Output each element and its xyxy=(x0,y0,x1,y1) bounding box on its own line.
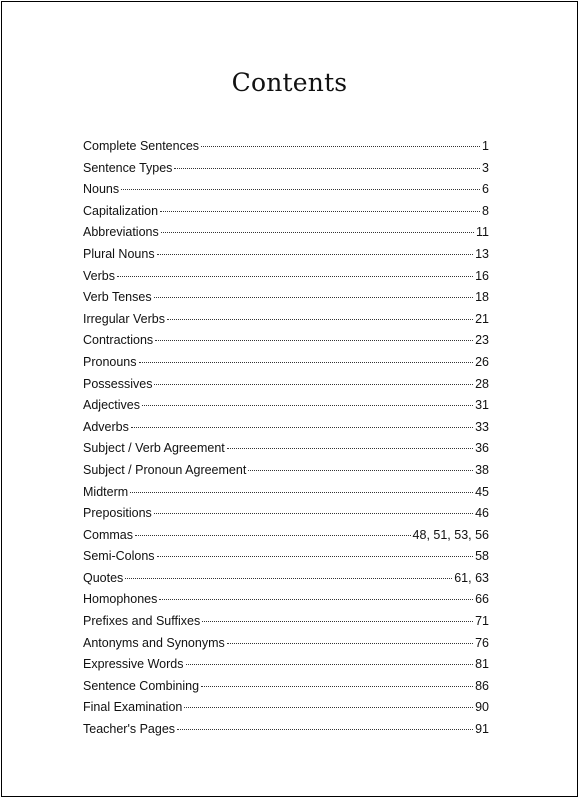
dot-leader xyxy=(121,189,480,190)
toc-entry xyxy=(83,611,489,633)
toc-entry-page: 1 xyxy=(482,139,489,153)
toc-entry xyxy=(83,589,489,611)
toc-entry-label: Capitalization xyxy=(83,203,159,218)
toc-entry xyxy=(83,568,489,590)
toc-entry xyxy=(83,546,489,568)
toc-entry-page: 76 xyxy=(475,635,489,650)
dot-leader xyxy=(184,707,473,708)
dot-leader xyxy=(142,405,473,406)
dot-leader xyxy=(130,492,473,493)
toc-entry-page: 66 xyxy=(475,592,489,607)
dot-leader xyxy=(160,211,480,212)
dot-leader xyxy=(131,427,473,428)
toc-entry xyxy=(83,460,489,482)
toc-entry xyxy=(83,266,489,288)
toc-entry-page: 21 xyxy=(475,311,489,326)
toc-entry-page: 91 xyxy=(475,722,489,737)
toc-entry xyxy=(83,482,489,504)
toc-entry xyxy=(83,719,489,741)
toc-entry-label: Plural Nouns xyxy=(83,246,155,261)
toc-entry-label: Expressive Words xyxy=(83,657,184,672)
toc-entry-label: Semi-Colons xyxy=(83,549,155,564)
toc-entry xyxy=(83,374,489,396)
toc-entry-page: 90 xyxy=(475,700,489,715)
toc-entry xyxy=(83,503,489,525)
toc-entry-page: 6 xyxy=(482,182,489,197)
dot-leader xyxy=(139,362,474,363)
toc-entry xyxy=(83,352,489,374)
toc-entry-page: 45 xyxy=(475,484,489,499)
dot-leader xyxy=(201,146,480,147)
page-title: Contents xyxy=(231,68,348,97)
toc-entry-label: Complete Sentences xyxy=(83,139,200,153)
toc-entry xyxy=(83,654,489,676)
toc-entry-page: 81 xyxy=(475,657,489,672)
toc-entry xyxy=(83,676,489,698)
toc-entry-page: 36 xyxy=(475,441,489,456)
dot-leader xyxy=(248,470,473,471)
toc-entry xyxy=(83,330,489,352)
toc-entry-label: Subject / Pronoun Agreement xyxy=(83,462,247,477)
toc-entry-label: Homophones xyxy=(83,592,158,607)
toc-entry xyxy=(83,201,489,223)
dot-leader xyxy=(117,276,473,277)
dot-leader xyxy=(154,384,473,385)
toc-entry-label: Antonyms and Synonyms xyxy=(83,635,225,650)
toc-entry-label: Teacher's Pages xyxy=(83,722,176,737)
toc-entry-label: Final Examination xyxy=(83,700,183,715)
toc-entry-page: 71 xyxy=(475,614,489,629)
dot-leader xyxy=(186,664,474,665)
toc-entry-page: 13 xyxy=(475,246,489,261)
toc-entry-page: 28 xyxy=(475,376,489,391)
dot-leader xyxy=(167,319,473,320)
toc-entry-page: 86 xyxy=(475,678,489,693)
toc-entry-label: Commas xyxy=(83,527,134,542)
toc-entry-label: Sentence Combining xyxy=(83,678,200,693)
dot-leader xyxy=(177,729,473,730)
toc-entry xyxy=(83,417,489,439)
toc-entry-label: Prefixes and Suffixes xyxy=(83,614,201,629)
toc-entry-label: Quotes xyxy=(83,570,124,585)
dot-leader xyxy=(135,535,411,536)
dot-leader xyxy=(202,621,473,622)
toc-entry xyxy=(83,136,489,158)
toc-entry xyxy=(83,309,489,331)
document-page xyxy=(1,1,578,797)
toc-entry-page: 8 xyxy=(482,203,489,218)
toc-entry xyxy=(83,395,489,417)
toc-entry xyxy=(83,222,489,244)
dot-leader xyxy=(227,643,473,644)
toc-entry xyxy=(83,525,489,547)
dot-leader xyxy=(154,297,474,298)
toc-entry-page: 48, 51, 53, 56 xyxy=(412,527,489,542)
toc-entry-page: 16 xyxy=(475,268,489,283)
toc-entry-label: Prepositions xyxy=(83,506,152,521)
toc-entry-label: Possessives xyxy=(83,376,153,391)
toc-entry xyxy=(83,633,489,655)
dot-leader xyxy=(155,340,473,341)
toc-entry-label: Irregular Verbs xyxy=(83,311,165,326)
toc-entry xyxy=(83,438,489,460)
toc-entry-label: Sentence Types xyxy=(83,160,173,175)
dot-leader xyxy=(201,686,473,687)
toc-entry-label: Abbreviations xyxy=(83,225,159,240)
dot-leader xyxy=(159,599,473,600)
toc-entry-label: Verbs xyxy=(83,268,115,283)
toc-entry-label: Contractions xyxy=(83,333,154,348)
dot-leader xyxy=(161,232,474,233)
toc-entry-page: 46 xyxy=(475,506,489,521)
toc-entry-page: 3 xyxy=(482,160,489,175)
toc-entry-page: 33 xyxy=(475,419,489,434)
toc-entry xyxy=(83,697,489,719)
dot-leader xyxy=(125,578,452,579)
dot-leader xyxy=(157,556,474,557)
dot-leader xyxy=(157,254,474,255)
toc-entry-page: 38 xyxy=(475,462,489,477)
toc-entry-label: Pronouns xyxy=(83,354,137,369)
dot-leader xyxy=(227,448,473,449)
toc-entry-page: 11 xyxy=(476,225,489,240)
toc-entry xyxy=(83,287,489,309)
dot-leader xyxy=(174,168,480,169)
toc-entry xyxy=(83,179,489,201)
toc-entry-page: 18 xyxy=(475,290,489,305)
toc-entry-page: 26 xyxy=(475,354,489,369)
toc-entry-page: 61, 63 xyxy=(454,570,489,585)
toc-entry-label: Adverbs xyxy=(83,419,129,434)
toc-entry-page: 58 xyxy=(475,549,489,564)
toc-entry xyxy=(83,244,489,266)
toc-entry-label: Midterm xyxy=(83,484,129,499)
toc-entry xyxy=(83,158,489,180)
toc-entry-page: 31 xyxy=(475,398,489,413)
toc-entry-label: Subject / Verb Agreement xyxy=(83,441,225,456)
toc-entry-label: Nouns xyxy=(83,182,120,197)
dot-leader xyxy=(154,513,473,514)
toc-entry-page: 23 xyxy=(475,333,489,348)
table-of-contents xyxy=(83,136,489,741)
toc-entry-label: Verb Tenses xyxy=(83,290,152,305)
toc-entry-label: Adjectives xyxy=(83,398,140,413)
